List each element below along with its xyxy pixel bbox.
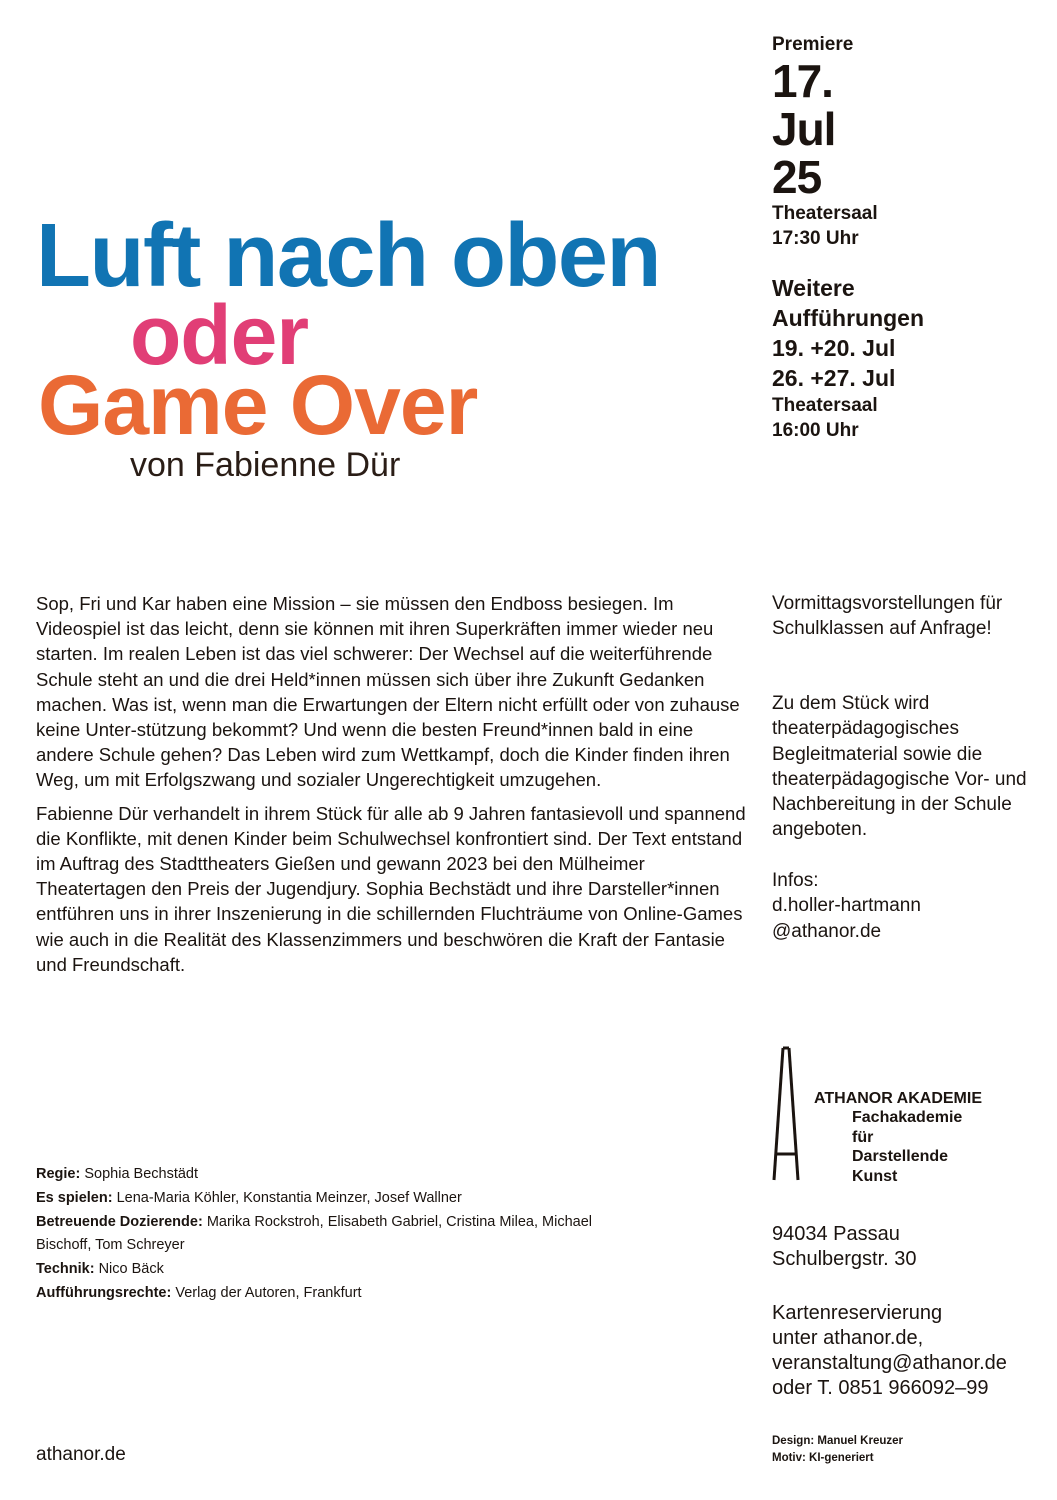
premiere-time: 17:30 Uhr — [772, 228, 859, 249]
credit-cast-label: Es spielen: — [36, 1189, 113, 1206]
credit-cast-value: Lena-Maria Köhler, Konstantia Meinzer, Josef Wallner — [116, 1189, 462, 1206]
description — [36, 591, 746, 985]
credit-teachers-label: Betreuende Dozierende: — [36, 1213, 203, 1230]
premiere-year: 25 — [772, 151, 822, 203]
further-dates-1: 19. +20. Jul — [772, 335, 896, 361]
title-line-2: oder — [130, 288, 309, 382]
credit-cast — [36, 1187, 716, 1211]
premiere-label: Premiere — [772, 34, 854, 55]
address-line-1: 94034 Passau — [772, 1223, 900, 1245]
title-line-3: Game Over — [38, 358, 478, 452]
further-venue: Theatersaal — [772, 395, 878, 416]
address — [772, 1222, 1042, 1272]
booking-phone: oder T. 0851 966092–99 — [772, 1377, 989, 1399]
further-time: 16:00 Uhr — [772, 420, 859, 441]
further-heading-1: Weitere — [772, 275, 855, 301]
description-paragraph-1: Sop, Fri und Kar haben eine Mission – sie müssen den Endboss besiegen. Im Videospiel ist das leicht, denn sie können mit ihren Superkräften immer wieder neu starten. Im realen Leben ist das viel schwerer: Der Wechsel auf die weiterführende Schule steht an und die drei Held*innen müssen sich über ihre Zukunft Gedanken machen. Was ist, wenn man die Erwartungen der Eltern nicht erfüllt oder von zuhause keine Unter-stützung bekommt? Und wenn die besten Freund*innen bald in eine andere Schule gehen? Das Leben wird zum Wettkampf, doch die Kinder finden ihren Weg, um mit Erfolgszwang und sozialer Ungerechtigkeit umzugehen. — [36, 593, 740, 791]
logo-subtitle — [852, 1108, 962, 1186]
credit-rights-value: Verlag der Autoren, Frankfurt — [175, 1284, 362, 1301]
logo-sub-4: Kunst — [852, 1167, 898, 1185]
premiere-day: 17. — [772, 55, 833, 107]
footer-credits — [772, 1433, 1042, 1467]
credit-rights — [36, 1282, 716, 1306]
description-paragraph-2: Fabienne Dür verhandelt in ihrem Stück für alle ab 9 Jahren fantasievoll und spannend die Konflikte, mit denen Kinder beim Schulwechsel konfrontiert sind. Der Text entstand im Auftrag des Stadttheaters Gießen und gewann 2023 bei den Mülheimer Theatertagen den Preis der Jugendjury. Sophia Bechstädt und ihre Darsteller*innen entführen uns in ihrer Inszenierung in die schillernden Fluchträume von Online-Games wie auch in die Realität des Klassenzimmers und beschwören die Kraft der Fantasie und Freundschaft. — [36, 802, 746, 975]
title-line-1: Luft nach oben — [36, 206, 660, 306]
material-info: Zu dem Stück wird theaterpädagogisches Begleitmaterial sowie die theaterpädagogische Vor- und Nachbereitung in der Schule angeboten. — [772, 693, 1027, 841]
further-dates-2: 26. +27. Jul — [772, 365, 896, 391]
booking — [772, 1301, 1052, 1401]
logo-sub-2: für — [852, 1128, 874, 1146]
author-line: von Fabienne Dür — [130, 446, 401, 484]
premiere-venue: Theatersaal — [772, 203, 878, 224]
credit-tech-label: Technik: — [36, 1261, 95, 1278]
further-performances — [772, 273, 1042, 443]
credits — [36, 1163, 716, 1306]
design-credit: Design: Manuel Kreuzer — [772, 1435, 903, 1447]
school-info: Vormittagsvorstellungen für Schulklassen auf Anfrage! — [772, 593, 1003, 640]
logo-sub-1: Fachakademie — [852, 1109, 963, 1126]
contact-info — [772, 868, 1042, 944]
credit-tech-value: Nico Bäck — [98, 1261, 164, 1278]
premiere-block — [772, 32, 1042, 251]
credit-teachers — [36, 1211, 616, 1259]
contact-email-line-1[interactable]: d.holler-hartmann — [772, 895, 921, 917]
credit-regie-value: Sophia Bechstädt — [84, 1166, 199, 1182]
website-link[interactable]: athanor.de — [36, 1444, 126, 1465]
premiere-month: Jul — [772, 103, 836, 155]
credit-regie-label: Regie: — [36, 1166, 81, 1182]
credit-regie — [36, 1163, 716, 1187]
booking-email[interactable]: veranstaltung@athanor.de — [772, 1352, 1007, 1374]
logo-name: ATHANOR AKADEMIE — [814, 1090, 982, 1107]
credit-teachers-value: Marika Rockstroh, Elisabeth Gabriel, Cristina Milea, Michael Bischoff, Tom Schreyer — [36, 1213, 593, 1254]
contact-label: Infos: — [772, 870, 819, 891]
booking-line-2[interactable]: unter athanor.de, — [772, 1327, 924, 1349]
logo-sub-3: Darstellende — [852, 1148, 949, 1165]
further-heading-2: Aufführungen — [772, 305, 925, 331]
contact-email-line-2[interactable]: @athanor.de — [772, 920, 882, 942]
booking-line-1: Kartenreservierung — [772, 1302, 943, 1324]
athanor-logo-icon — [771, 1046, 801, 1182]
credit-rights-label: Aufführungsrechte: — [36, 1284, 172, 1301]
motiv-credit: Motiv: KI-generiert — [772, 1452, 874, 1464]
address-line-2: Schulbergstr. 30 — [772, 1248, 917, 1270]
credit-tech — [36, 1258, 716, 1282]
